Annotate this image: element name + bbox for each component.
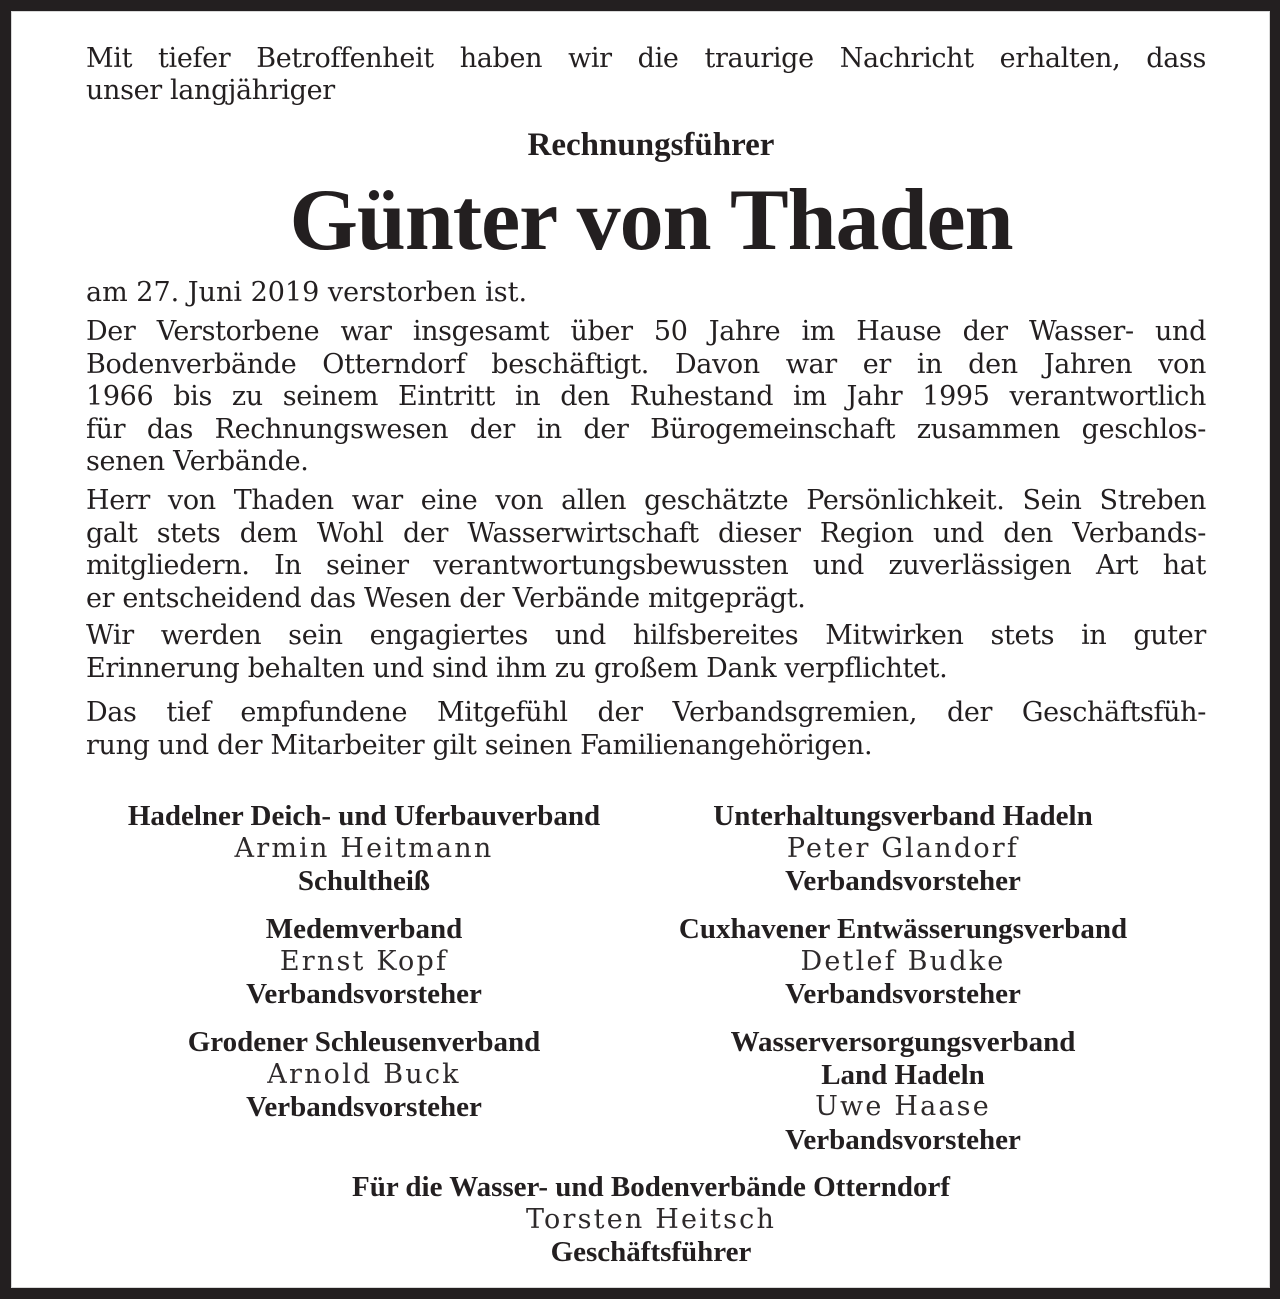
signature-org-line2: Land Hadeln [821,1058,985,1091]
signature-block [623,913,1183,1011]
footer-signature-person: Torsten Heitsch [525,1203,777,1235]
paragraph-line: 1966 bis zu seinem Eintritt in den Ruhestand im Jahr 1995 verantwortlich [86,381,1206,412]
paragraph-line: rung und der Mitarbeiter gilt seinen Familienangehörigen. [86,729,873,761]
paragraph-condolences [86,697,1206,762]
signature-org: Wasserversorgungsverband [730,1026,1076,1058]
footer-signature-title: Geschäftsführer [550,1236,752,1268]
signature-title: Verbandsvorsteher [785,978,1021,1010]
signature-org: Cuxhavener Entwässerungsverband [678,913,1128,945]
signature-person: Peter Glandorf [786,832,1020,864]
signature-block [84,800,644,898]
signature-block [84,913,644,1011]
signature-org: Unterhaltungsverband Hadeln [713,800,1093,832]
intro-text [86,43,1206,107]
paragraph-line: für das Rechnungswesen der in der Bürogemeinschaft zusammen geschlos- [86,413,1206,445]
intro-line: Mit tiefer Betroffenheit haben wir die traurige Nachricht erhalten, dass [86,43,1206,74]
signature-block [84,1026,644,1124]
paragraph-gratitude [86,620,1206,685]
footer-signature [86,1171,1216,1269]
signature-title: Verbandsvorsteher [785,865,1021,897]
paragraph-line: senen Verbände. [86,446,309,477]
signature-person: Armin Heitmann [234,832,494,864]
paragraph-line: Bodenverbände Otterndorf beschäftigt. Davon war er in den Jahren von [86,348,1206,380]
paragraph-line: Das tief empfundene Mitgefühl der Verbandsgremien, der Geschäftsfüh- [86,697,1206,728]
signature-title: Verbandsvorsteher [785,1123,1021,1156]
paragraph-character [86,485,1206,615]
signature-org: Grodener Schleusenverband [187,1026,541,1058]
footer-signature-org: Für die Wasser- und Bodenverbände Otterndorf [351,1171,951,1203]
signature-title: Verbandsvorsteher [246,978,482,1010]
paragraph-line: Herr von Thaden war eine von allen geschätzte Persönlichkeit. Sein Streben [86,485,1206,516]
obituary-notice [11,11,1270,1288]
paragraph-line: Der Verstorbene war insgesamt über 50 Jahre im Hause der Wasser- und [86,316,1206,347]
signature-person: Arnold Buck [267,1058,461,1090]
death-date-line: am 27. Juni 2019 verstorben ist. [86,277,528,308]
deceased-name: Günter von Thaden [289,172,1013,269]
paragraph-career [86,316,1206,479]
signature-block [623,800,1183,898]
paragraph-line: Wir werden sein engagiertes und hilfsbereites Mitwirken stets in guter [86,620,1206,651]
deceased-role: Rechnungsführer [527,127,775,163]
signature-org: Medemverband [265,913,463,945]
signature-title: Schultheiß [297,865,431,897]
paragraph-line: Erinnerung behalten und sind ihm zu großem Dank verpflichtet. [86,652,948,684]
paragraph-line: galt stets dem Wohl der Wasserwirtschaft dieser Region und den Verbands- [86,517,1206,549]
signature-person: Uwe Haase [815,1091,991,1122]
signature-person: Ernst Kopf [279,945,449,977]
intro-line: unser langjähriger [86,75,335,106]
signature-org: Hadelner Deich- und Uferbauverband [127,800,601,832]
paragraph-line: mitgliedern. In seiner verantwortungsbewussten und zuverlässigen Art hat [86,550,1206,581]
signature-title: Verbandsvorsteher [246,1091,482,1123]
signature-person: Detlef Budke [800,945,1006,977]
signature-block [623,1026,1183,1156]
paragraph-line: er entscheidend das Wesen der Verbände mitgeprägt. [86,582,806,614]
